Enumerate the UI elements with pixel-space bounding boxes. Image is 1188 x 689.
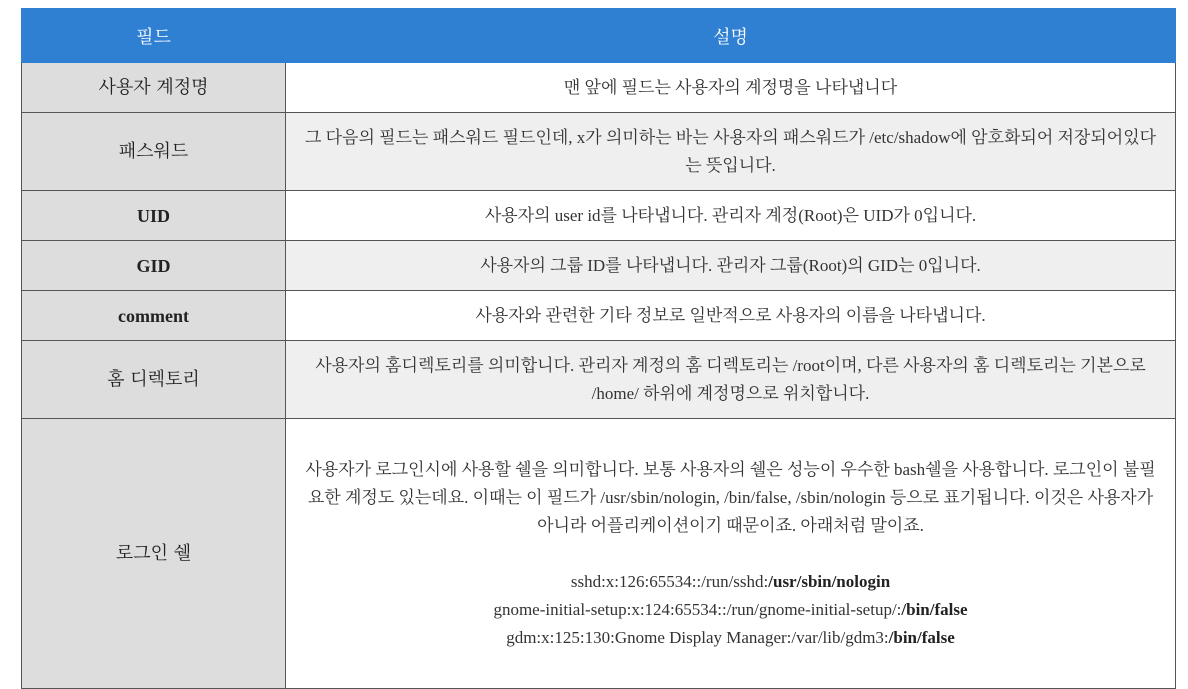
field-cell: UID xyxy=(22,191,286,241)
table-row xyxy=(22,191,1176,241)
description-cell xyxy=(286,419,1176,689)
description-cell: 그 다음의 필드는 패스워드 필드인데, x가 의미하는 바는 사용자의 패스워드가 /etc/shadow에 암호화되어 저장되어있다는 뜻입니다. xyxy=(286,113,1176,191)
description-cell: 맨 앞에 필드는 사용자의 계정명을 나타냅니다 xyxy=(286,63,1176,113)
description-cell: 사용자의 홈디렉토리를 의미합니다. 관리자 계정의 홈 디렉토리는 /root이며, 다른 사용자의 홈 디렉토리는 기본으로 /home/ 하위에 계정명으로 위치합니다. xyxy=(286,341,1176,419)
field-cell: 패스워드 xyxy=(22,113,286,191)
spacer xyxy=(298,540,1163,568)
field-cell: 로그인 쉘 xyxy=(22,419,286,689)
header-description: 설명 xyxy=(286,9,1176,63)
table-header-row xyxy=(22,9,1176,63)
description-cell: 사용자와 관련한 기타 정보로 일반적으로 사용자의 이름을 나타냅니다. xyxy=(286,291,1176,341)
table-row xyxy=(22,341,1176,419)
passwd-fields-table xyxy=(21,8,1176,689)
table-row xyxy=(22,113,1176,191)
field-cell: GID xyxy=(22,241,286,291)
table-row xyxy=(22,241,1176,291)
table-row xyxy=(22,63,1176,113)
field-cell: comment xyxy=(22,291,286,341)
field-cell: 사용자 계정명 xyxy=(22,63,286,113)
passwd-example-line: gdm:x:125:130:Gnome Display Manager:/var/lib/gdm3:/bin/false xyxy=(506,627,955,647)
passwd-example-line: gnome-initial-setup:x:124:65534::/run/gnome-initial-setup/:/bin/false xyxy=(493,599,968,619)
header-field: 필드 xyxy=(22,9,286,63)
field-cell: 홈 디렉토리 xyxy=(22,341,286,419)
table-row xyxy=(22,419,1176,689)
description-cell: 사용자의 그룹 ID를 나타냅니다. 관리자 그룹(Root)의 GID는 0입니다. xyxy=(286,241,1176,291)
description-cell: 사용자의 user id를 나타냅니다. 관리자 계정(Root)은 UID가 0입니다. xyxy=(286,191,1176,241)
login-shell-description: 사용자가 로그인시에 사용할 쉘을 의미합니다. 보통 사용자의 쉘은 성능이 우수한 bash쉘을 사용합니다. 로그인이 불필요한 계정도 있는데요. 이때는 이 필드가 /usr/sbin/nologin, /bin/false, /sbin/nologin 등으로 표기됩니다. 이것은 사용자가 아니라 어플리케이션이기 때문이죠. 아래처럼 말이죠. xyxy=(305,459,1156,535)
table-row xyxy=(22,291,1176,341)
passwd-example-line: sshd:x:126:65534::/run/sshd:/usr/sbin/nologin xyxy=(570,571,891,591)
